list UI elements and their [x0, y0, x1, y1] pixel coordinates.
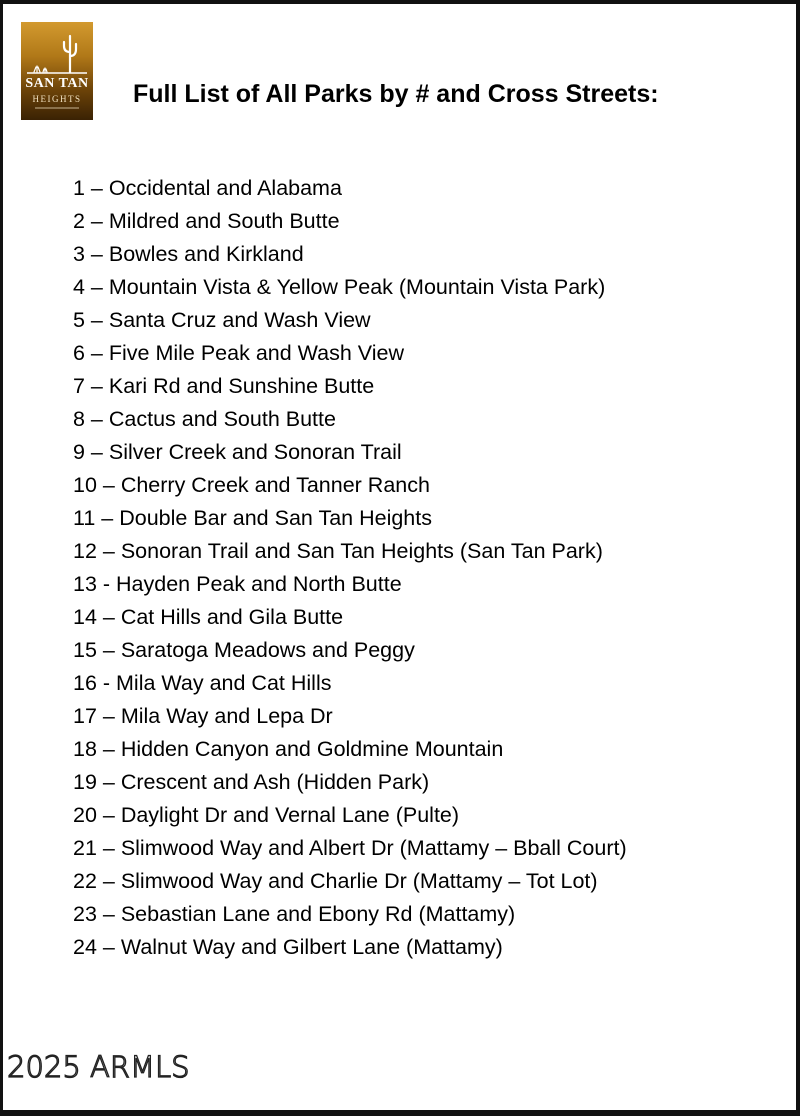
logo-subtitle: HEIGHTS	[32, 94, 82, 104]
park-item: 7 – Kari Rd and Sunshine Butte	[73, 374, 375, 398]
park-item: 2 – Mildred and South Butte	[73, 209, 340, 233]
park-item: 4 – Mountain Vista & Yellow Peak (Mountain Vista Park)	[73, 275, 606, 299]
park-item: 12 – Sonoran Trail and San Tan Heights (San Tan Park)	[73, 539, 603, 563]
park-item: 16 - Mila Way and Cat Hills	[73, 671, 332, 695]
park-item: 19 – Crescent and Ash (Hidden Park)	[73, 770, 430, 794]
park-item: 22 – Slimwood Way and Charlie Dr (Mattamy – Tot Lot)	[73, 869, 598, 893]
park-item: 14 – Cat Hills and Gila Butte	[73, 605, 344, 629]
park-item: 5 – Santa Cruz and Wash View	[73, 308, 371, 332]
park-item: 3 – Bowles and Kirkland	[73, 242, 304, 266]
page-title: Full List of All Parks by # and Cross Streets:	[133, 80, 659, 108]
park-item: 13 - Hayden Peak and North Butte	[73, 572, 402, 596]
park-list	[73, 172, 627, 964]
logo-name: SAN TAN	[25, 76, 89, 91]
park-item: 15 – Saratoga Meadows and Peggy	[73, 638, 415, 662]
park-item: 20 – Daylight Dr and Vernal Lane (Pulte)	[73, 803, 460, 827]
park-item: 1 – Occidental and Alabama	[73, 176, 342, 200]
park-item: 10 – Cherry Creek and Tanner Ranch	[73, 473, 430, 497]
park-item: 21 – Slimwood Way and Albert Dr (Mattamy – Bball Court)	[73, 836, 627, 860]
copyright-watermark: 2025 ARMLS	[7, 1050, 190, 1084]
park-item: 23 – Sebastian Lane and Ebony Rd (Mattamy)	[73, 902, 516, 926]
san-tan-heights-logo	[21, 22, 93, 120]
park-item: 18 – Hidden Canyon and Goldmine Mountain	[73, 737, 504, 761]
park-item: 11 – Double Bar and San Tan Heights	[73, 506, 432, 530]
park-item: 9 – Silver Creek and Sonoran Trail	[73, 440, 402, 464]
park-item: 6 – Five Mile Peak and Wash View	[73, 341, 405, 365]
cactus-icon	[21, 22, 93, 120]
park-item: 24 – Walnut Way and Gilbert Lane (Mattamy)	[73, 935, 503, 959]
park-item: 8 – Cactus and South Butte	[73, 407, 336, 431]
park-item: 17 – Mila Way and Lepa Dr	[73, 704, 333, 728]
